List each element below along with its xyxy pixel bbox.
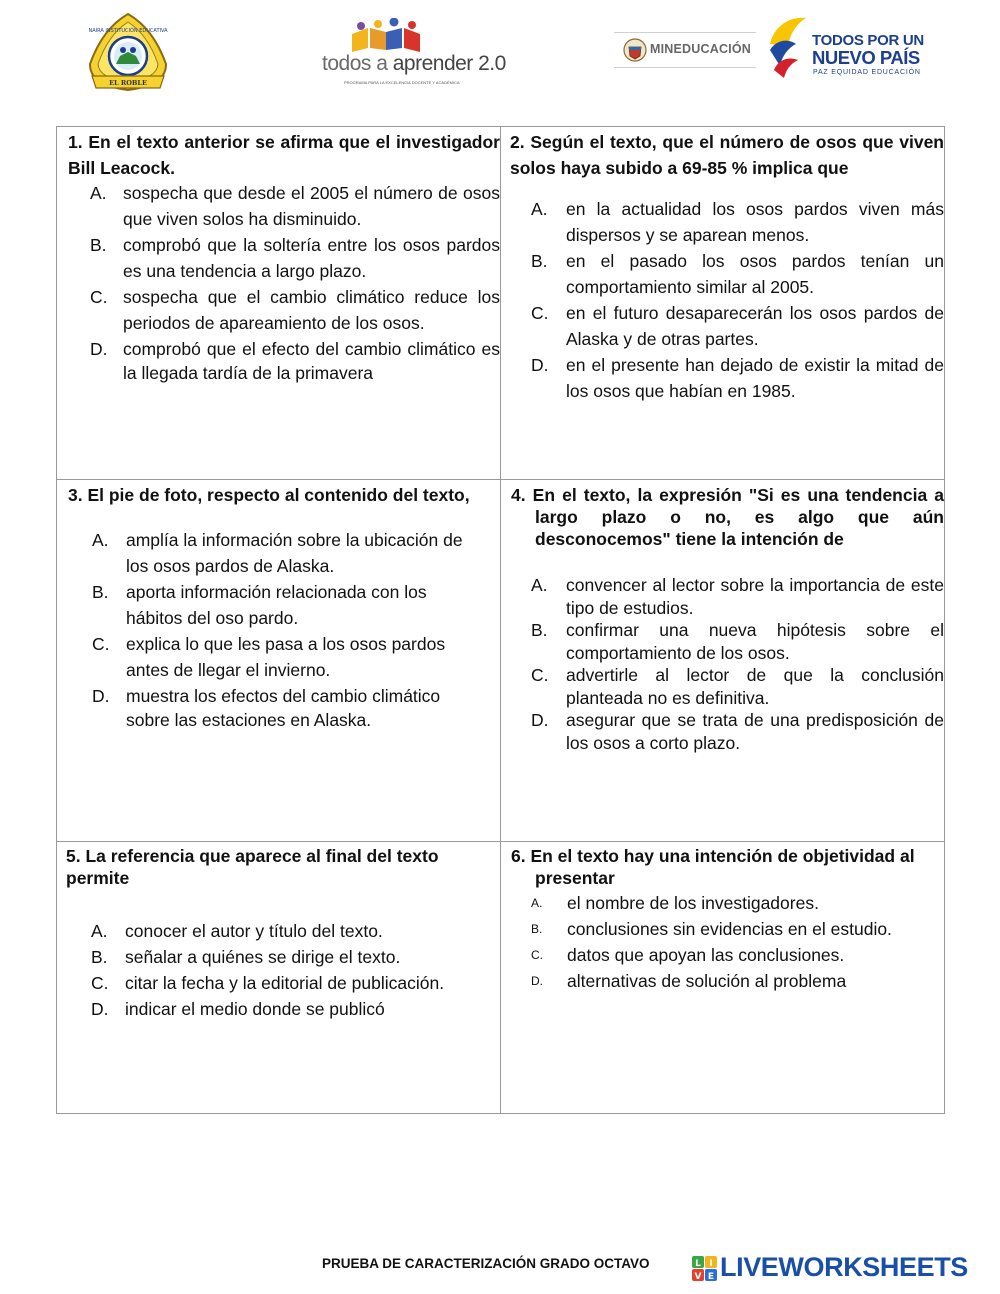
option-text: en el pasado los osos pardos tenían un comportamiento similar al 2005.: [566, 251, 944, 297]
option-b[interactable]: [531, 249, 944, 300]
option-letter: A.: [91, 921, 108, 941]
option-text: citar la fecha y la editorial de publicación.: [125, 973, 445, 993]
option-b[interactable]: [92, 580, 500, 631]
option-text: señalar a quiénes se dirige el texto.: [125, 947, 401, 967]
option-letter: A.: [531, 575, 548, 595]
option-text: indicar el medio donde se publicó: [125, 999, 385, 1019]
option-d[interactable]: [92, 684, 500, 732]
question-cell-4: [501, 480, 945, 842]
option-text: advertirle al lector de que la conclusión planteada no es definitiva.: [566, 665, 944, 708]
question-prompt: 6. En el texto hay una intención de objetividad al presentar: [511, 846, 915, 888]
option-letter: D.: [531, 355, 549, 375]
exam-title: PRUEBA DE CARACTERIZACIÓN GRADO OCTAVO: [322, 1256, 650, 1271]
option-a[interactable]: [531, 197, 944, 248]
option-a[interactable]: [531, 890, 944, 916]
option-letter: D.: [531, 710, 549, 730]
liveworksheets-wordmark: LIVEWORKSHEETS: [720, 1252, 968, 1282]
tap-subtitle: PROGRAMA PARA LA EXCELENCIA DOCENTE Y ACADÉMICA: [344, 80, 460, 85]
option-text: comprobó que la soltería entre los osos pardos es una tendencia a largo plazo.: [123, 235, 500, 281]
option-d[interactable]: [531, 968, 944, 994]
question-cell-3: [57, 480, 501, 842]
question-prompt: 1. En el texto anterior se afirma que el investigador Bill Leacock.: [68, 132, 500, 178]
option-text: muestra los efectos del cambio climático sobre las estaciones en Alaska.: [126, 686, 441, 730]
option-a[interactable]: [91, 918, 500, 944]
option-text: alternativas de solución al problema: [567, 971, 847, 991]
option-b[interactable]: [531, 619, 944, 664]
school-crest-logo: [84, 12, 172, 96]
options-list: [510, 197, 944, 404]
option-letter: A.: [92, 530, 109, 550]
option-b[interactable]: [90, 233, 500, 284]
option-text: conclusiones sin evidencias en el estudio.: [567, 919, 892, 939]
option-letter: A.: [531, 896, 543, 910]
mineducacion-logo: [614, 32, 756, 68]
options-list: [511, 890, 944, 994]
gobierno-line1: TODOS POR UN: [812, 32, 924, 49]
colombia-flag-swoosh-icon: [766, 14, 812, 80]
option-c[interactable]: [90, 285, 500, 336]
question-prompt: 5. La referencia que aparece al final del texto permite: [66, 846, 439, 888]
option-text: el nombre de los investigadores.: [567, 893, 819, 913]
option-letter: A.: [531, 199, 548, 219]
option-d[interactable]: [91, 996, 500, 1022]
option-letter: B.: [92, 582, 109, 602]
option-d[interactable]: [531, 709, 944, 754]
badge-letter: E: [707, 1272, 715, 1282]
question-prompt: 3. El pie de foto, respecto al contenido del texto,: [68, 485, 470, 505]
option-d[interactable]: [531, 353, 944, 404]
question-cell-1: [57, 127, 501, 480]
option-b[interactable]: [531, 916, 944, 942]
question-cell-6: [501, 842, 945, 1114]
todos-a-aprender-logo: [322, 18, 506, 88]
todos-por-un-nuevo-pais-logo: [766, 14, 924, 80]
option-text: explica lo que les pasa a los osos pardos antes de llegar el invierno.: [126, 634, 446, 680]
option-text: en el futuro desaparecerán los osos pardos de Alaska y de otras partes.: [566, 303, 944, 349]
option-letter: C.: [92, 634, 110, 654]
option-d[interactable]: [90, 337, 500, 385]
option-text: sospecha que el cambio climático reduce los periodos de apareamiento de los osos.: [123, 287, 500, 333]
option-a[interactable]: [92, 528, 500, 579]
option-letter: D.: [531, 974, 543, 988]
colombia-coat-of-arms-icon: [622, 37, 648, 63]
option-text: en la actualidad los osos pardos viven más dispersos y se aparean menos.: [566, 199, 944, 245]
options-list: [66, 918, 500, 1022]
option-c[interactable]: [92, 632, 500, 683]
option-c[interactable]: [531, 942, 944, 968]
options-list: [511, 574, 944, 754]
school-banner-text: EL ROBLE: [109, 79, 147, 87]
badge-letter: L: [695, 1259, 701, 1269]
option-text: en el presente han dejado de existir la mitad de los osos que habían en 1985.: [566, 355, 944, 401]
option-letter: A.: [90, 183, 107, 203]
option-c[interactable]: [531, 664, 944, 709]
option-letter: B.: [531, 922, 543, 936]
questions-table: [56, 126, 945, 1114]
question-cell-2: [501, 127, 945, 480]
option-text: conocer el autor y título del texto.: [125, 921, 383, 941]
badge-letter: I: [709, 1259, 713, 1269]
option-c[interactable]: [531, 301, 944, 352]
tap-wordmark: todos a aprender 2.0: [322, 52, 506, 75]
question-prompt: 2. Según el texto, que el número de osos que viven solos haya subido a 69-85 % implica que: [510, 132, 944, 178]
option-letter: D.: [90, 339, 108, 359]
school-ring-text: NAIRA INSTITUCIÓN EDUCATIVA: [88, 28, 168, 34]
option-letter: D.: [91, 999, 109, 1019]
option-text: comprobó que el efecto del cambio climático es la llegada tardía de la primavera: [123, 339, 500, 383]
options-list: [68, 528, 500, 732]
option-letter: B.: [90, 235, 107, 255]
option-b[interactable]: [91, 944, 500, 970]
option-text: aporta información relacionada con los hábitos del oso pardo.: [126, 582, 427, 628]
option-text: amplía la información sobre la ubicación de los osos pardos de Alaska.: [126, 530, 463, 576]
option-letter: C.: [531, 948, 543, 962]
liveworksheets-logo[interactable]: [692, 1254, 988, 1284]
option-text: datos que apoyan las conclusiones.: [567, 945, 845, 965]
question-prompt: 4. En el texto, la expresión "Si es una tendencia a largo plazo o no, es algo que aún desconocemos" tiene la intención de: [511, 485, 944, 549]
question-cell-5: [57, 842, 501, 1114]
option-letter: B.: [531, 620, 548, 640]
option-letter: D.: [92, 686, 110, 706]
gobierno-line3: PAZ EQUIDAD EDUCACIÓN: [813, 69, 921, 76]
badge-letter: V: [694, 1272, 702, 1282]
option-letter: C.: [90, 287, 108, 307]
option-a[interactable]: [90, 181, 500, 232]
option-text: convencer al lector sobre la importancia de este tipo de estudios.: [566, 575, 944, 618]
page-header: [0, 0, 1000, 110]
gobierno-line2: NUEVO PAÍS: [812, 47, 920, 68]
option-text: sospecha que desde el 2005 el número de osos que viven solos ha disminuido.: [123, 183, 500, 229]
option-text: confirmar una nueva hipótesis sobre el comportamiento de los osos.: [566, 620, 944, 663]
option-a[interactable]: [531, 574, 944, 619]
option-letter: B.: [531, 251, 548, 271]
mineducacion-text: MINEDUCACIÓN: [650, 42, 752, 56]
option-letter: C.: [531, 665, 549, 685]
options-list: [68, 181, 500, 385]
option-letter: B.: [91, 947, 108, 967]
option-c[interactable]: [91, 970, 500, 996]
option-text: asegurar que se trata de una predisposición de los osos a corto plazo.: [566, 710, 944, 753]
option-letter: C.: [531, 303, 549, 323]
liveworksheets-badge-icon: [692, 1256, 718, 1282]
option-letter: C.: [91, 973, 109, 993]
